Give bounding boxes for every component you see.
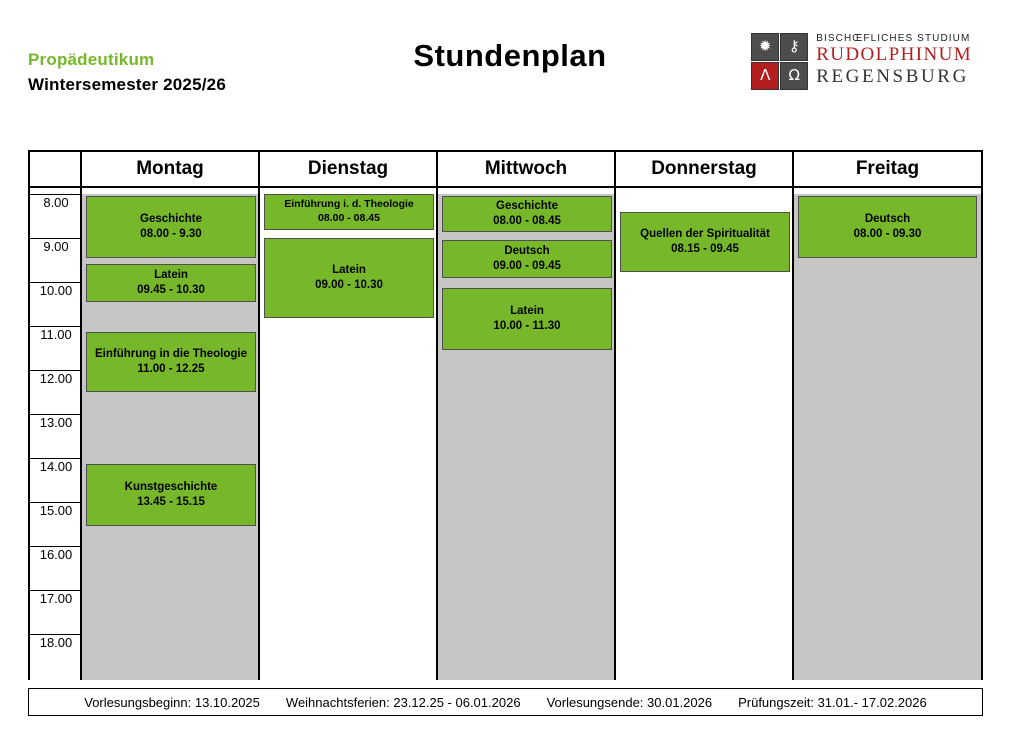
- time-label-1600: 16.00: [39, 547, 73, 562]
- subject-title: Propädeutikum: [28, 50, 155, 69]
- time-label-1800: 18.00: [39, 635, 73, 650]
- day-column-freitag: [794, 188, 981, 680]
- event-freitag-deutsch[interactable]: [798, 196, 977, 258]
- event-time: 13.45 - 15.15: [137, 496, 205, 508]
- event-montag-einfuehrung-theologie[interactable]: [86, 332, 256, 392]
- footer-vorlesungsende: Vorlesungsende: 30.01.2026: [546, 694, 713, 710]
- column-header-donnerstag: Donnerstag: [616, 152, 794, 186]
- time-label-1400: 14.00: [39, 459, 73, 474]
- logo-line-3: REGENSBURG: [816, 65, 969, 87]
- event-name: Deutsch: [504, 245, 550, 258]
- omega-icon: Ω: [780, 62, 808, 90]
- alpha-icon: Λ: [751, 62, 779, 90]
- event-time: 09.00 - 09.45: [493, 260, 561, 272]
- semester-title: Wintersemester 2025/26: [28, 74, 226, 94]
- day-column-dienstag: [260, 188, 438, 680]
- event-name: Geschichte: [140, 213, 202, 226]
- time-label-1500: 15.00: [39, 503, 73, 518]
- event-mittwoch-deutsch[interactable]: [442, 240, 612, 278]
- timetable-header-row: [30, 152, 981, 188]
- event-donnerstag-quellen-spiritualitaet[interactable]: [620, 212, 790, 272]
- event-mittwoch-geschichte[interactable]: [442, 196, 612, 232]
- page-header: [0, 0, 1024, 130]
- event-name: Latein: [332, 264, 366, 277]
- event-name: Deutsch: [864, 213, 911, 226]
- event-name: Einführung in die Theologie: [94, 348, 248, 361]
- footer-vorlesungsbeginn: Vorlesungsbeginn: 13.10.2025: [84, 694, 260, 710]
- event-time: 08.15 - 09.45: [671, 243, 739, 255]
- time-label-1700: 17.00: [39, 591, 73, 606]
- time-label-0900: 9.00: [43, 239, 69, 254]
- time-label-1100: 11.00: [40, 327, 72, 342]
- time-label-0800: 8.00: [43, 195, 69, 210]
- day-column-donnerstag: [616, 188, 794, 680]
- key-icon: ⚷: [780, 33, 808, 61]
- event-dienstag-latein[interactable]: [264, 238, 434, 318]
- event-montag-kunstgeschichte[interactable]: [86, 464, 256, 526]
- page-title: Stundenplan: [413, 38, 607, 73]
- event-dienstag-einfuehrung-theologie[interactable]: [264, 194, 434, 230]
- event-time: 09.45 - 10.30: [137, 284, 205, 296]
- logo-marks: [751, 33, 806, 88]
- column-header-montag: Montag: [82, 152, 260, 186]
- event-montag-geschichte[interactable]: [86, 196, 256, 258]
- day-column-mittwoch: [438, 188, 616, 680]
- event-name: Geschichte: [496, 200, 558, 213]
- event-mittwoch-latein[interactable]: [442, 288, 612, 350]
- event-time: 08.00 - 9.30: [140, 228, 202, 240]
- timetable: [28, 150, 983, 680]
- event-time: 09.00 - 10.30: [315, 279, 383, 291]
- semester-dates-footer: [28, 688, 983, 716]
- event-name: Kunstgeschichte: [124, 481, 218, 494]
- header-subject-block: [28, 48, 226, 97]
- event-time: 08.00 - 08.45: [493, 215, 561, 227]
- time-label-1200: 12.00: [39, 371, 73, 386]
- institution-logo: [751, 32, 972, 88]
- event-time: 08.00 - 09.30: [853, 228, 922, 240]
- event-montag-latein[interactable]: [86, 264, 256, 302]
- event-name: Latein: [154, 269, 188, 282]
- logo-line-1: BISCHŒFLICHES STUDIUM: [816, 33, 971, 45]
- timetable-body: [30, 188, 981, 680]
- column-header-freitag: Freitag: [855, 158, 920, 179]
- column-header-dienstag: Dienstag: [260, 152, 438, 186]
- footer-weihnachtsferien: Weihnachtsferien: 23.12.25 - 06.01.2026: [285, 694, 521, 710]
- event-time: 08.00 - 08.45: [318, 212, 380, 224]
- event-time: 11.00 - 12.25: [137, 363, 205, 375]
- time-label-1300: 13.00: [39, 415, 73, 430]
- time-axis: [30, 188, 82, 680]
- unavailable-block: [794, 194, 981, 680]
- logo-line-2: RUDOLPHINUM: [816, 44, 972, 66]
- time-label-1000: 10.00: [39, 283, 73, 298]
- event-name: Einführung i. d. Theologie: [284, 198, 414, 211]
- logo-text: [816, 33, 972, 87]
- column-header-mittwoch: Mittwoch: [438, 152, 616, 186]
- event-time: 10.00 - 11.30: [493, 320, 561, 332]
- event-name: Latein: [510, 305, 544, 318]
- header-corner-cell: [30, 152, 82, 186]
- event-name: Quellen der Spiritualität: [640, 228, 770, 241]
- day-column-montag: [82, 188, 260, 680]
- star-icon: ✹: [751, 33, 779, 61]
- footer-pruefungszeit: Prüfungszeit: 31.01.- 17.02.2026: [738, 694, 927, 710]
